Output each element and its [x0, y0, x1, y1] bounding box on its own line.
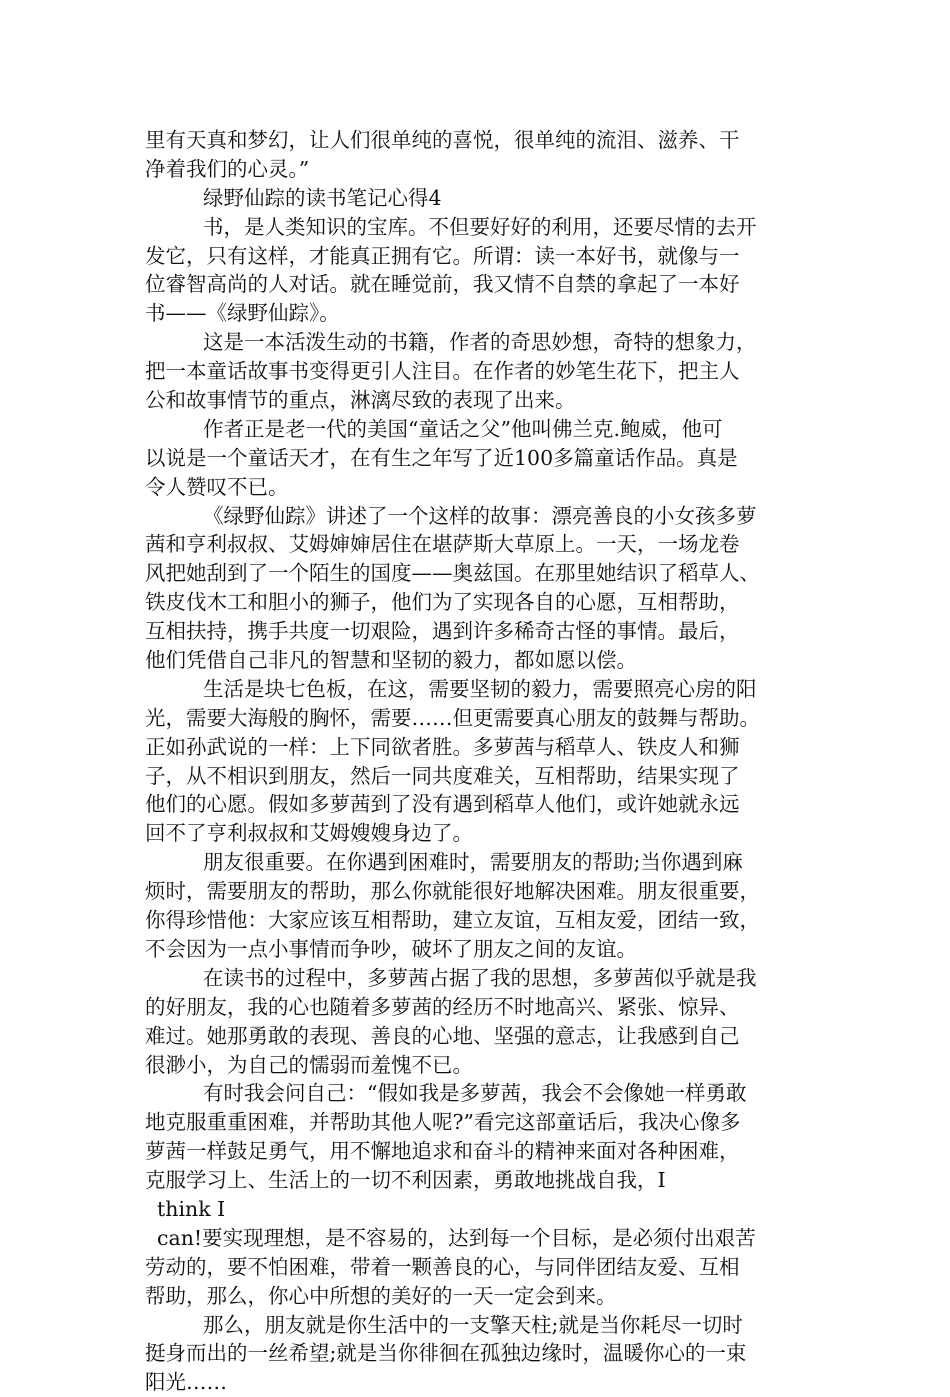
text-line: 很渺小，为自己的懦弱而羞愧不已。: [145, 1052, 473, 1077]
text-line: 阳光……: [145, 1370, 227, 1395]
text-line: 公和故事情节的重点，淋漓尽致的表现了出来。: [145, 388, 576, 413]
text-line: 里有天真和梦幻，让人们很单纯的喜悦，很单纯的流泪、滋养、干: [145, 128, 740, 152]
text-line: 作者正是老一代的美国“童话之父”他叫佛兰克.鲍威，他可: [203, 416, 723, 441]
text-line: 难过。她那勇敢的表现、善良的心地、坚强的意志，让我感到自己: [145, 1023, 740, 1048]
text-line: 互相扶持，携手共度一切艰险，遇到许多稀奇古怪的事情。最后，: [145, 619, 740, 644]
text-line: 不会因为一点小事情而争吵，破坏了朋友之间的友谊。: [145, 936, 637, 961]
text-line: 劳动的，要不怕困难，带着一颗善良的心，与同伴团结友爱、互相: [145, 1254, 740, 1279]
text-line: 的好朋友，我的心也随着多萝茜的经历不时地高兴、紧张、惊异、: [145, 994, 740, 1019]
text-line: 正如孙武说的一样：上下同欲者胜。多萝茜与稻草人、铁皮人和狮: [145, 734, 740, 759]
text-line: 那么，朋友就是你生活中的一支擎天柱;就是当你耗尽一切时: [203, 1312, 743, 1337]
text-line: 地克服重重困难，并帮助其他人呢?”看完这部童话后，我决心像多: [145, 1110, 741, 1135]
section-heading: 绿野仙踪的读书笔记心得4: [203, 185, 442, 210]
text-line: 有时我会问自己：“假如我是多萝茜，我会不会像她一样勇敢: [203, 1081, 747, 1106]
text-line: 挺身而出的一丝希望;就是当你徘徊在孤独边缘时，温暖你心的一束: [145, 1341, 747, 1366]
text-line: 把一本童话故事书变得更引人注目。在作者的妙笔生花下，把主人: [145, 359, 740, 384]
text-line: 他们凭借自己非凡的智慧和坚韧的毅力，都如愿以偿。: [145, 648, 637, 673]
text-line: 光，需要大海般的胸怀，需要……但更需要真心朋友的鼓舞与帮助。: [145, 705, 760, 730]
text-line: 萝茜一样鼓足勇气，用不懈地追求和奋斗的精神来面对各种困难，: [145, 1139, 740, 1164]
text-line: think I: [157, 1196, 226, 1221]
text-line: 书——《绿野仙踪》。: [145, 301, 340, 326]
text-line: 子，从不相识到朋友，然后一同共度难关，互相帮助，结果实现了: [145, 763, 740, 788]
text-line: 铁皮伐木工和胆小的狮子，他们为了实现各自的心愿，互相帮助，: [145, 590, 740, 615]
text-line: 这是一本活泼生动的书籍，作者的奇思妙想，奇特的想象力，: [203, 330, 757, 355]
text-line: 以说是一个童话天才，在有生之年写了近100多篇童话作品。真是: [145, 445, 738, 470]
text-line: 他们的心愿。假如多萝茜到了没有遇到稻草人他们，或许她就永远: [145, 792, 740, 817]
text-line: 净着我们的心灵。”: [145, 156, 310, 181]
text-line: 位睿智高尚的人对话。就在睡觉前，我又情不自禁的拿起了一本好: [145, 272, 740, 297]
text-line: 克服学习上、生活上的一切不利因素，勇敢地挑战自我，I: [145, 1168, 666, 1193]
text-line: 帮助，那么，你心中所想的美好的一天一定会到来。: [145, 1283, 617, 1308]
text-line: 回不了亨利叔叔和艾姆嫂嫂身边了。: [145, 821, 473, 846]
text-line: can!要实现理想，是不容易的，达到每一个目标，是必须付出艰苦: [157, 1225, 756, 1250]
text-line: 茜和亨利叔叔、艾姆婶婶居住在堪萨斯大草原上。一天，一场龙卷: [145, 532, 740, 557]
text-line: 你得珍惜他：大家应该互相帮助，建立友谊，互相友爱，团结一致，: [145, 908, 760, 933]
text-line: 生活是块七色板，在这，需要坚韧的毅力，需要照亮心房的阳: [203, 676, 757, 701]
text-line: 风把她刮到了一个陌生的国度——奥兹国。在那里她结识了稻草人、: [145, 561, 760, 586]
text-line: 朋友很重要。在你遇到困难时，需要朋友的帮助;当你遇到麻: [203, 850, 743, 875]
text-line: 《绿野仙踪》讲述了一个这样的故事：漂亮善良的小女孩多萝: [203, 503, 757, 528]
text-line: 发它，只有这样，才能真正拥有它。所谓：读一本好书，就像与一: [145, 243, 740, 268]
text-line: 令人赞叹不已。: [145, 474, 289, 499]
text-line: 在读书的过程中，多萝茜占据了我的思想，多萝茜似乎就是我: [203, 965, 757, 990]
text-line: 书，是人类知识的宝库。不但要好好的利用，还要尽情的去开: [203, 214, 757, 239]
text-line: 烦时，需要朋友的帮助，那么你就能很好地解决困难。朋友很重要，: [145, 879, 760, 904]
document-body: [145, 126, 825, 1397]
